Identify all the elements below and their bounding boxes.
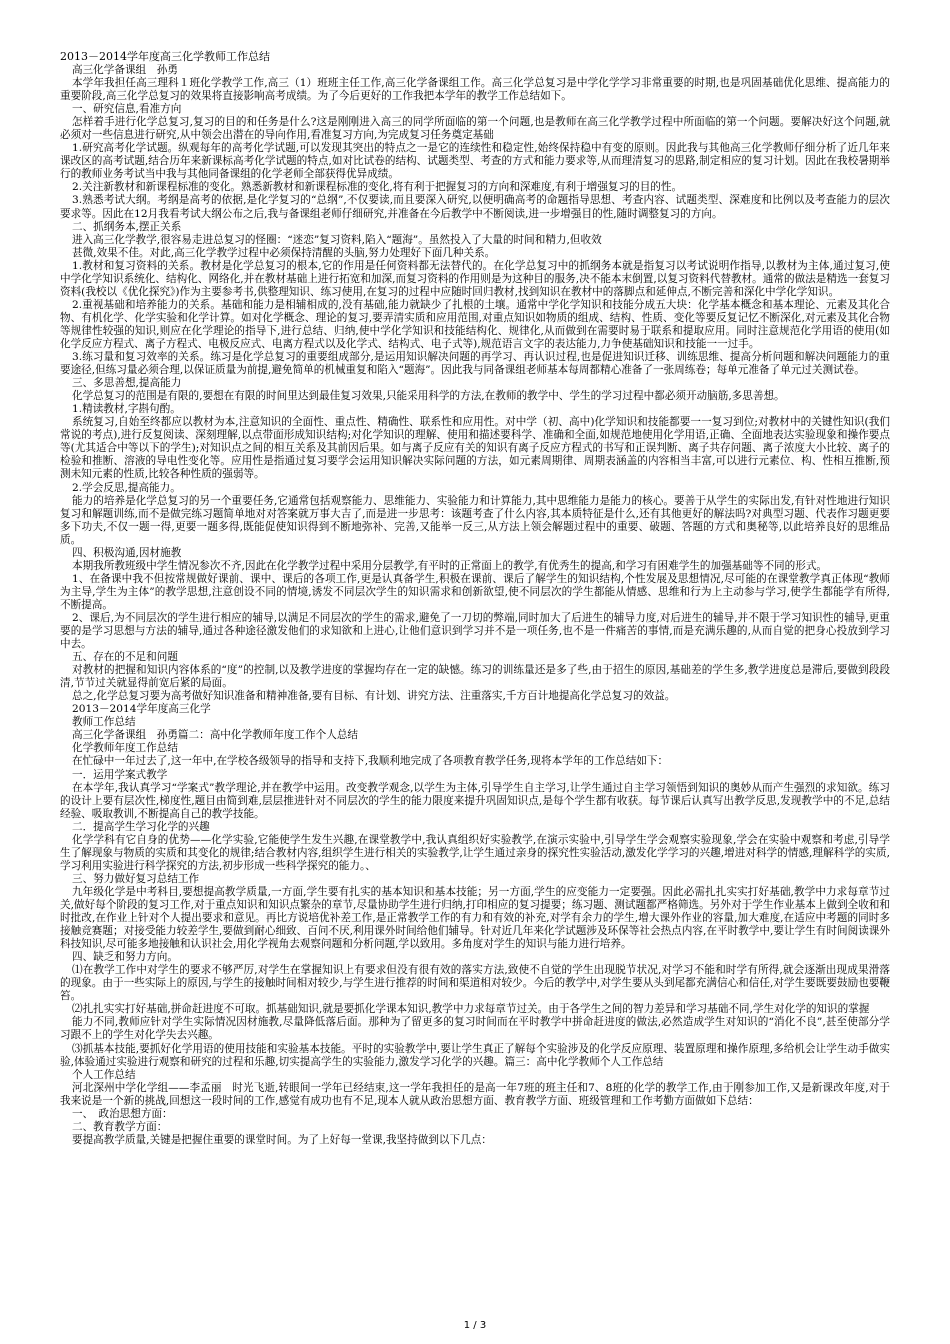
- paragraph: 一、研究信息,看准方向: [72, 103, 182, 116]
- paragraph: 1、在备课中我不但按常规做好课前、课中、课后的各项工作,更是认真备学生,积极在课前、课后了解学生的知识结构,个性发展及思想情况,尽可能的在课堂教学真正体现“教师为主导,学生为主体”的教学思想,注意创设不同的情境,诱发不同层次学生的知识需求和创新欲望,使不同层次的学生都能从情感、思维和行为上主动参与学习,使学生都能学有所得,不断提高。: [60, 572, 890, 611]
- paragraph: 2.学会反思,提高能力。: [72, 481, 181, 494]
- paragraph: 高三化学备课组 孙勇篇二：高中化学教师年度工作个人总结: [72, 729, 359, 742]
- paragraph: 二、抓纲务本,摆正关系: [72, 220, 182, 233]
- paragraph: 1.教材和复习资料的关系。教材是化学总复习的根本,它的作用是任何资料都无法替代的。在化学总复习中的抓纲务本就是指复习以考试说明作指导,以教材为主体,通过复习,使中学化学知识系统化、结构化、网络化,并在教材基础上进行拓宽和加深,而复习资料的作用则是为这种目的服务,决不能本末倒置,以复习资料代替教材。通常的做法是精选一套复习资料(我校以《优化探究》)作为主要参考书,供整理知识、练习使用,在复习的过程中应随时回归教材,找到知识在教材中的落脚点和延伸点,不断完善和深化中学化学知识。: [60, 259, 890, 298]
- paragraph: 系统复习,自始至终都应以教材为本,注意知识的全面性、重点性、精确性、联系性和应用性。对中学（初、高中)化学知识和技能都要一一复习到位;对教材中的关键性知识(我们常说的考点),进行反复阅读、深刻理解,以点带面形成知识结构;对化学知识的理解、使用和描述要科学、准确和全面,如规范地使用化学用语,正确、全面地表达实验现象和操作要点等(尤其适合中等以下的学生);对知识点之间的相互关系及其前因后果。如与离子反应有关的知识有离子反应方程式的书写和正误判断、离子共存问题、离子浓度大小比较、离子的检验和推断、溶液的导电性变化等。应用性是指通过复习要学会运用知识解决实际问题的方法，如元素周期律、周期表涵盖的内容相当丰富,可以进行元素位、构、性相互推断,预测未知元素的性质,比较各种性质的强弱等。: [60, 416, 890, 481]
- paragraph: 九年级化学是中考科目,要想提高教学质量,一方面,学生要有扎实的基本知识和基本技能；另一方面,学生的应变能力一定要强。因此必需扎扎实实打好基础,教学中力求每章节过关,做好每个阶段的复习工作,对于重点知识和知识点繁杂的章节,尽量协助学生进行归纳,打印相应的复习提要；练习题、测试题都严格筛选。另外对于学生作业基本上做到全收和和时批改,在作业上针对个人提出要求和意见。再比方说培优补差工作,是正常教学工作的有力和有效的补充,对学有余力的学生,增大课外作业的容量,加大难度,在适应中考题的同时多接触竞赛题；对接受能力较差学生,要做到耐心细致、百问不厌,利用课外时间给他们辅导。针对近几年来化学试题涉及环保等社会热点内容,在平时教学中,要让学生有时间阅读课外科技知识,尽可能多地接触和认识社会,用化学视角去观察问题和分析问题,学以致用。多角度对学生的知识与能力进行培养。: [60, 885, 890, 951]
- page-number: 1 / 3: [463, 1320, 487, 1331]
- paragraph: 能力不同,教师应针对学生实际情况因材施教,尽量降低落后面。那种为了留更多的复习时间而在平时教学中拼命赶进度的做法,必然造成学生对知识的“消化不良”,甚至使部分学习跟不上的学生对化学失去兴趣。: [60, 1016, 890, 1042]
- paragraph: 在忙碌中一年过去了,这一年中,在学校各级领导的指导和支持下,我顺利地完成了各项教育教学任务,现将本学年的工作总结如下：: [72, 755, 669, 768]
- paragraph: 五、存在的不足和问题: [72, 651, 178, 664]
- paragraph: 要提高教学质量,关键是把握住重要的课堂时间。为了上好每一堂课,我坚持做到以下几点：: [72, 1133, 492, 1146]
- paragraph: 一．运用学案式教学: [72, 768, 168, 781]
- paragraph: 化学学科有它自身的优势——化学实验,它能使学生发生兴趣,在课堂教学中,我认真组织好实验教学,在演示实验中,引导学生学会观察实验现象,学会在实验中观察和考虑,引导学生了解现象与物质的实质和其变化的规律;结合教材内容,组织学生进行相关的实验教学,让学生通过亲身的探究性实验活动,激发化学学习的兴趣,增进对科学的情感,理解科学的实质,学习利用实验进行科学探究的方法,初步形成一些科学探究的能力。、: [60, 833, 890, 872]
- paragraph: 本学年我担任高三理科１班化学教学工作,高三（1）班班主任工作,高三化学备课组工作。高三化学总复习是中学化学学习非常重要的时期,也是巩固基础优化思维、提高能力的重要阶段,高三化学总复习的效果将直接影响高考成绩。为了今后更好的工作我把本学年的教学工作总结如下。: [60, 77, 890, 103]
- paragraph: 本期我所教班级中学生情况参次不齐,因此在化学教学过程中采用分层教学,有平时的正常面上的教学,有优秀生的提高,和学习有困难学生的加强基础等不同的形式。: [72, 559, 828, 572]
- paragraph: 二．提高学生学习化学的兴趣: [72, 820, 210, 833]
- paragraph: 2.重视基础和培养能力的关系。基础和能力是相辅相成的,没有基础,能力就缺少了扎根的土壤。通常中学化学知识和技能分成五大块：化学基本概念和基本理论、元素及其化合物、有机化学、化学实验和化学计算。如对化学概念、理论的复习,要弄清实质和应用范围,对重点知识如物质的组成、结构、性质、变化等要反复记忆不断深化,对元素及其化合物等规律性较强的知识,则应在化学理论的指导下,进行总结、归纳,使中学化学知识和技能结构化、规律化,从而做到在需要时易于联系和提取应用。同时注意规范化学用语的使用(如化学反应方程式、离子方程式、电极反应式、电离方程式以及化学式、结构式、电子式等),规范语言文字的表达能力,力争使基础知识和技能一一过手。: [60, 298, 890, 350]
- paragraph: 三、多思善想,提高能力: [72, 377, 182, 390]
- paragraph: 化学教师年度工作总结: [72, 742, 178, 755]
- paragraph: 教师工作总结: [72, 716, 136, 729]
- paragraph: 3.练习量和复习效率的关系。练习是化学总复习的重要组成部分,是运用知识解决问题的再学习、再认识过程,也是促进知识迁移、训练思维、提高分析问题和解决问题能力的重要途径,但练习量必须合理,以保证质量为前提,避免简单的机械重复和陷入“题海”。因此我与同备课组老师基本每周都精心准备了一张周练卷；每单元准备了单元过关测试卷。: [60, 351, 890, 377]
- paragraph: 四、积极沟通,因材施教: [72, 546, 182, 559]
- paragraph: 怎样着手进行化学总复习,复习的目的和任务是什么?这是刚刚进入高三的同学所面临的第一个问题,也是教师在高三化学教学过程中所面临的第一个问题。要解决好这个问题,就必须对一些信息进行研究,从中领会出潜在的导向作用,看准复习方向,为完成复习任务奠定基础: [60, 116, 890, 142]
- paragraph: 一、 政治思想方面：: [72, 1107, 173, 1120]
- paragraph: ⑶抓基本技能,要抓好化学用语的使用技能和实验基本技能。平时的实验教学中,要让学生真正了解每个实验涉及的化学反应原理、装置原理和操作原理,多给机会让学生动手做实验,体验通过实验进行观察和研究的过程和乐趣,切实提高学生的实验能力,激发学习化学的兴趣。篇三：高中化学教师个人工作总结: [60, 1042, 890, 1068]
- paragraph: 对教材的把握和知识内容体系的“度”的控制,以及教学进度的掌握均存在一定的缺憾。练习的训练量还是多了些,由于招生的原因,基础差的学生多,教学进度总是滞后,要做到段段清,节节过关就显得前宽后紧的局面。: [60, 664, 890, 690]
- paragraph: 2.关注新教材和新课程标准的变化。熟悉新教材和新课程标准的变化,将有利于把握复习的方向和深难度,有利于增强复习的目的性。: [72, 181, 683, 194]
- paragraph: 1.研究高考化学试题。纵观每年的高考化学试题,可以发现其突出的特点之一是它的连续性和稳定性,始终保持稳中有变的原则。因此我与其他高三化学教师仔细分析了近几年来课改区的高考试题,结合历年来新课标高考化学试题的特点,如对比试卷的结构、试题类型、考查的方式和能力要求等,从而理清复习的思路,制定相应的复习计划。因此在我校暑期举行的教师业务考试当中我与其他同备课组的化学老师全部获得优异成绩。: [60, 142, 890, 181]
- paragraph: 高三化学备课组 孙勇: [72, 64, 178, 76]
- paragraph: 化学总复习的范围是有限的,要想在有限的时间里达到最佳复习效果,只能采用科学的方法,在教师的教学中、学生的学习过程中都必须开动脑筋,多思善想。: [72, 390, 785, 403]
- paragraph: ⑵扎扎实实打好基础,拼命赶进度不可取。抓基础知识,就是要抓化学课本知识,教学中力求每章节过关。由于各学生之间的智力差异和学习基础不同,学生对化学的知识的掌握: [72, 1003, 870, 1016]
- paragraph: 河北深州中学化学组——李孟丽 时光飞逝,转眼间一学年已经结束,这一学年我担任的是高一年7班的班主任和7、8班的化学的教学工作,由于刚参加工作,又是新课改年度,对于我来说是一个新的挑战,回想这一段时间的工作,感觉有成功也有不足,现本人就从政治思想方面、教育教学方面、班级管理和工作考勤方面做如下总结：: [60, 1081, 890, 1107]
- paragraph: 进入高三化学教学,很容易走进总复习的怪圈：“迷恋”复习资料,陷入“题海”。虽然投入了大量的时间和精力,但收效: [72, 233, 602, 246]
- paragraph: 在本学年,我认真学习“学案式”教学理论,并在教学中运用。改变教学观念,以学生为主体,引导学生自主学习,让学生通过自主学习领悟到知识的奥妙从而产生强烈的求知欲。练习的设计上要有层次性,梯度性,题目由简到难,层层推进针对不同层次的学生的能力限度来提升巩固知识点,是每个学生都有收获。每节课后认真写出教学反思,发现教学中的不足,总结经验、吸取教训,不断提高自己的教学技能。: [60, 781, 890, 820]
- paragraph: 1.精读教材,字斟句酌。: [72, 403, 181, 416]
- paragraph: 三、努力做好复习总结工作: [72, 872, 200, 885]
- paragraph: 3.熟悉考试大纲。考纲是高考的依据,是化学复习的“总纲”,不仅要读,而且要深入研究,以便明确高考的命题指导思想、考查内容、试题类型、深难度和比例以及考查能力的层次要求等。因此在12月我看考试大纲公布之后,我与备课组老师仔细研究,并准备在今后教学中不断阅读,进一步增强目的性,随时调整复习的方向。: [60, 194, 890, 220]
- paragraph: 个人工作总结: [72, 1068, 136, 1081]
- paragraph: 2、课后,为不同层次的学生进行相应的辅导,以满足不同层次的学生的需求,避免了一刀切的弊端,同时加大了后进生的辅导力度,对后进生的辅导,并不限于学习知识性的辅导,更重要的是学习思想与方法的辅导,通过各种途径激发他们的求知欲和上进心,让他们意识到学习并不是一项任务,也不是一件痛苦的事情,而是充满乐趣的,从而自觉的把身心投放到学习中去。: [60, 611, 890, 651]
- paragraph: 甚微,效果不佳。对此,高三化学教学过程中必须保持清醒的头脑,努力处理好下面几种关系。: [72, 246, 496, 259]
- document-body: [60, 64, 890, 1147]
- paragraph: ⑴在教学工作中对学生的要求不够严厉,对学生在掌握知识上有要求但没有很有效的落实方法,致使不自觉的学生出现脱节状况,对学习不能和时学有所得,就会逐渐出现成果滑落的现象。由于一些实际上的原因,与学生的接触时间相对较少,与学生进行推荐的时间和渠道相对较少。今后的教学中,对学生要从头到尾都充满信心和信任,对学生要既要鼓励也要鞭笞。: [60, 964, 890, 1003]
- paragraph: 能力的培养是化学总复习的另一个重要任务,它通常包括观察能力、思维能力、实验能力和计算能力,其中思维能力是能力的核心。要善于从学生的实际出发,有针对性地进行知识复习和解题训练,而不是做完练习题简单地对对答案就万事大吉了,而是进一步思考：该题考查了什么内容,其本质特征是什么,还有其他更好的解法吗?对典型习题、代表作习题更要多下功夫,不仅一题一得,更要一题多得,既能促使知识得到不断地弥补、完善,又能举一反三,从方法上领会解题过程中的重要、破题、答题的方式和奥秘等,以此培养良好的思维品质。: [60, 494, 890, 546]
- paragraph: 总之,化学总复习要为高考做好知识准备和精神准备,要有目标、有计划、讲究方法、注重落实,千方百计地提高化学总复习的效益。: [72, 690, 676, 703]
- paragraph: 四、缺乏和努力方向。: [72, 951, 178, 964]
- paragraph: 二、教育教学方面：: [72, 1120, 168, 1133]
- document-title: 2013－2014学年度高三化学教师工作总结: [60, 50, 270, 63]
- paragraph: 2013－2014学年度高三化学: [72, 703, 211, 716]
